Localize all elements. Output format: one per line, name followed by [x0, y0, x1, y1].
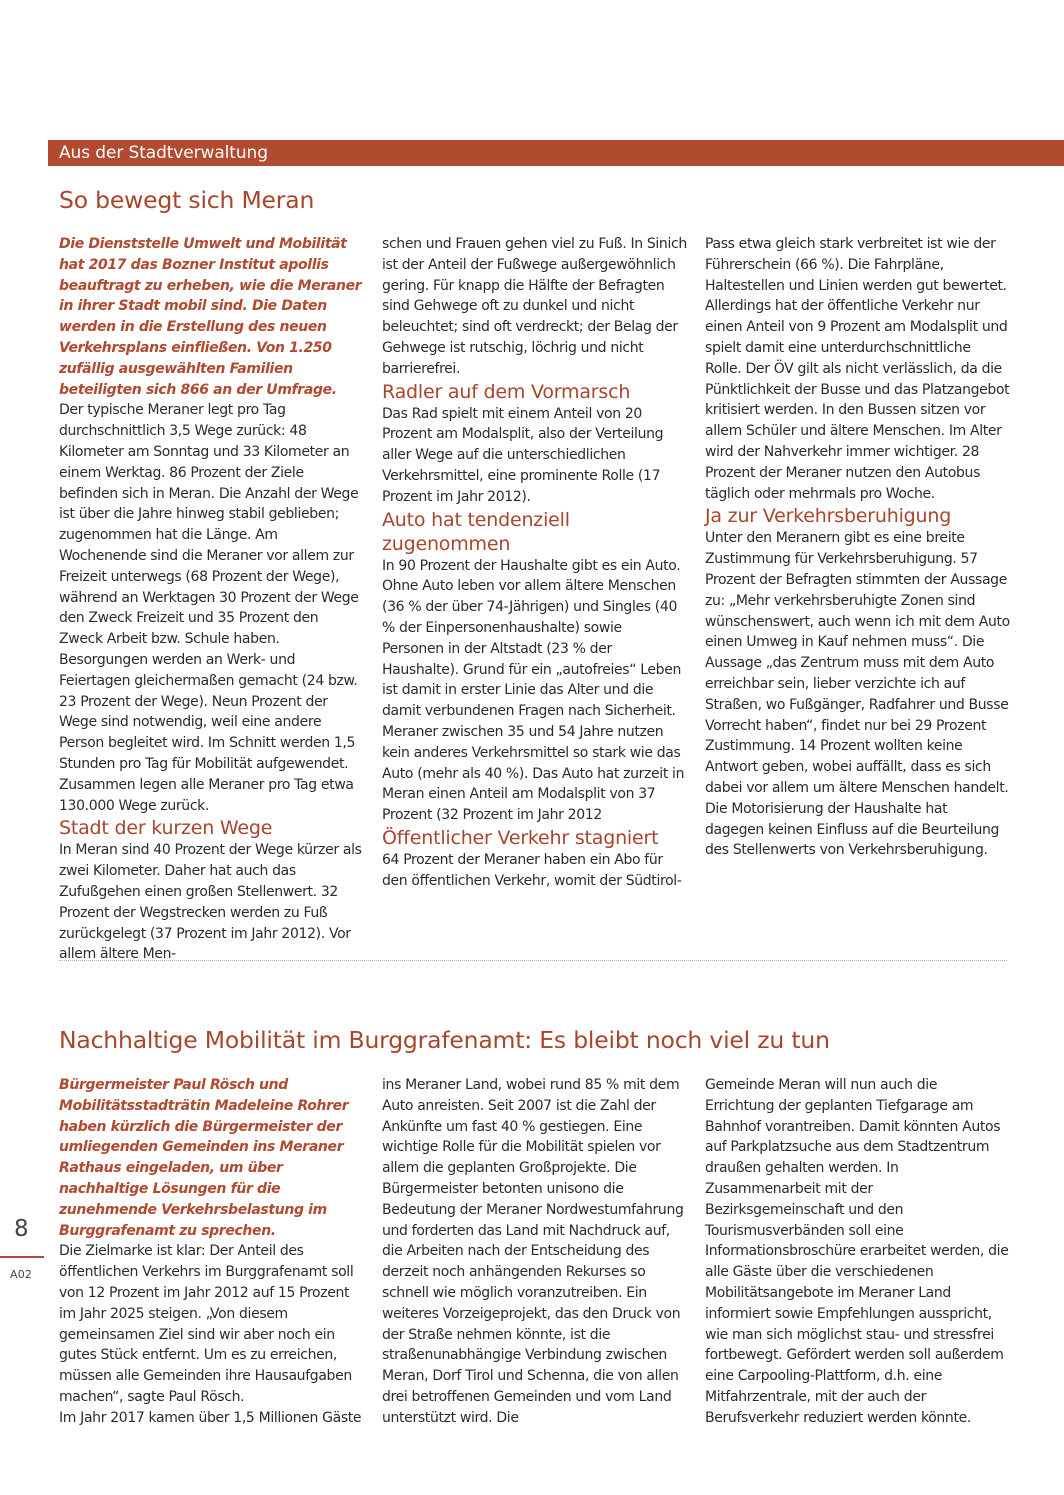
article-intro: Die Dienststelle Umwelt und Mobilität hat 2017 das Bozner Institut apollis beauftragt zu erheben, wie die Meraner in ihrer Stadt mobil sind. Die Daten werden in die Erstellung des neuen Verkehrsplans einfließen. Von 1.250 zufällig ausgewählten Familien beteiligten sich 866 an der Umfrage. — [59, 236, 362, 398]
subheading: Ja zur Verkehrsberuhigung — [705, 505, 952, 528]
subheading: Radler auf dem Vormarsch — [382, 380, 631, 403]
paragraph: 64 Prozent der Meraner haben ein Abo für den öffentlichen Verkehr, womit der Südtirol- — [382, 851, 682, 889]
article2-column-2 — [382, 1075, 687, 1429]
paragraph: Die Zielmarke ist klar: Der Anteil des öffentlichen Verkehrs im Burggrafenamt soll von 12 Prozent im Jahr 2012 auf 15 Prozent im Jahr 2025 steigen. „Von diesem gemeinsamen Ziel sind wir aber noch ein gutes Stück entfernt. Um es zu erreichen, müssen alle Gemeinden ihre Hausaufgaben machen“, sagte Paul Rösch. — [59, 1243, 354, 1405]
page-code: A02 — [10, 1268, 33, 1281]
section-header-bar — [48, 140, 1064, 166]
article1-column-1 — [59, 234, 364, 965]
article2-column-1 — [59, 1075, 364, 1429]
paragraph: In 90 Prozent der Haushalte gibt es ein Auto. Ohne Auto leben vor allem ältere Menschen (36 % der über 74-Jährigen) und Singles (40 % der Einpersonenhaushalte) sowie Personen in der Altstadt (23 % der Haushalte). Grund für ein „autofreies“ Leben ist damit in erster Linie das Alter und die damit verbundenen Fragen nach Sicherheit. Meraner zwischen 35 und 54 Jahre nutzen kein anderes Verkehrsmittel so stark wie das Auto (mehr als 40 %). Das Auto hat zurzeit in Meran einen Anteil am Modalsplit von 37 Prozent (32 Prozent im Jahr 2012 — [382, 557, 685, 824]
subheading: Stadt der kurzen Wege — [59, 817, 273, 840]
subheading: Öffentlicher Verkehr stagniert — [382, 826, 659, 849]
subheading: Auto hat tendenziell zugenommen — [382, 508, 570, 555]
dotted-divider — [59, 960, 1007, 961]
article1-column-2 — [382, 234, 687, 892]
page-number-rule — [0, 1256, 44, 1258]
article2-column-3 — [705, 1075, 1010, 1429]
article-title: So bewegt sich Meran — [59, 186, 315, 214]
article-intro: Bürgermeister Paul Rösch und Mobilitätsstadträtin Madeleine Rohrer haben kürzlich die Bürgermeister der umliegenden Gemeinden ins Meraner Rathaus eingeladen, um über nachhaltige Lösungen für die zunehmende Verkehrsbelastung im Burggrafenamt zu sprechen. — [59, 1077, 349, 1239]
paragraph: Pass etwa gleich stark verbreitet ist wie der Führerschein (66 %). Die Fahrpläne, Haltestellen und Linien werden gut bewertet. Allerdings hat der öffentliche Verkehr nur einen Anteil von 9 Prozent am Modalsplit und spielt damit eine unterdurchschnittliche Rolle. Der ÖV gilt als nicht verlässlich, da die Pünktlichkeit der Busse und das Platzangebot kritisiert werden. In den Bussen sitzen vor allem Schüler und ältere Menschen. Im Alter wird der Nahverkehr immer wichtiger. 28 Prozent der Meraner nutzen den Autobus täglich oder mehrmals pro Woche. — [705, 236, 1010, 502]
article1-column-3 — [705, 234, 1010, 861]
paragraph: Der typische Meraner legt pro Tag durchschnittlich 3,5 Wege zurück: 48 Kilometer am Sonntag und 33 Kilometer an einem Werktag. 86 Prozent der Ziele befinden sich in Meran. Die Anzahl der Wege ist über die Jahre hinweg stabil geblieben; zugenommen hat die Länge. Am Wochenende sind die Meraner vor allem zur Freizeit unterwegs (68 Prozent der Wege), während an Werktagen 30 Prozent der Wege den Zweck Freizeit und 35 Prozent den Zweck Arbeit bzw. Schule haben. Besorgungen werden an Werk- und Feiertagen gleichermaßen gemacht (24 bzw. 23 Prozent der Wege). Neun Prozent der Wege sind notwendig, weil eine andere Person begleitet wird. Im Schnitt werden 1,5 Stunden pro Tag für Mobilität aufgewendet. Zusammen legen alle Meraner pro Tag etwa 130.000 Wege zurück. — [59, 402, 359, 814]
paragraph: Unter den Meranern gibt es eine breite Zustimmung für Verkehrsberuhigung. 57 Prozent der Befragten stimmten der Aussage zu: „Mehr verkehrsberuhigte Zonen sind wünschenswert, auch wenn ich mit dem Auto einen Umweg in Kauf nehmen muss“. Die Aussage „das Zentrum muss mit dem Auto erreichbar sein, lieber verzichte ich auf Straßen, wo Fußgänger, Radfahrer und Busse Vorrecht haben“, findet nur bei 29 Prozent Zustimmung. 14 Prozent wollten keine Antwort geben, wobei auffällt, dass es sich dabei vor allem um ältere Menschen handelt. Die Motorisierung der Haushalte hat dagegen keinen Einfluss auf die Beurteilung des Stellenwerts von Verkehrsberuhigung. — [705, 530, 1010, 859]
page-number: 8 — [14, 1216, 29, 1242]
paragraph: Im Jahr 2017 kamen über 1,5 Millionen Gäste — [59, 1409, 362, 1426]
paragraph: ins Meraner Land, wobei rund 85 % mit dem Auto anreisten. Seit 2007 ist die Zahl der Ankünfte um fast 40 % gestiegen. Eine wichtige Rolle für die Mobilität spielen vor allem die geplanten Großprojekte. Die Bürgermeister betonten unisono die Bedeutung der Meraner Nordwestumfahrung und forderten das Land mit Nachdruck auf, die Arbeiten nach der Entscheidung des derzeit noch anhängenden Rekurses so schnell wie möglich voranzutreiben. Ein weiteres Vorzeigeprojekt, das den Druck von der Straße nehmen könnte, ist die straßenunabhängige Verbindung zwischen Meran, Dorf Tirol und Schenna, die von allen drei betroffenen Gemeinden und vom Land unterstützt wird. Die — [382, 1077, 684, 1426]
paragraph: Gemeinde Meran will nun auch die Errichtung der geplanten Tiefgarage am Bahnhof vorantreiben. Damit könnten Autos auf Parkplatzsuche aus dem Stadtzentrum draußen gehalten werden. In Zusammenarbeit mit der Bezirksgemeinschaft und den Tourismusverbänden soll eine Informationsbroschüre erarbeitet werden, die alle Gäste über die verschiedenen Mobilitätsangebote im Meraner Land informiert sowie Empfehlungen ausspricht, wie man sich möglichst stau- und stressfrei fortbewegt. Gefördert werden soll außerdem eine Carpooling-Plattform, d.h. eine Mitfahrzentrale, mit der auch der Berufsverkehr reduziert werden könnte. — [705, 1077, 1009, 1426]
section-label: Aus der Stadtverwaltung — [59, 143, 268, 163]
paragraph: Das Rad spielt mit einem Anteil von 20 Prozent am Modalsplit, also der Verteilung aller Wege auf die unterschiedlichen Verkehrsmittel, eine prominente Rolle (17 Prozent im Jahr 2012). — [382, 405, 664, 505]
paragraph: schen und Frauen gehen viel zu Fuß. In Sinich ist der Anteil der Fußwege außergewöhnlich gering. Für knapp die Hälfte der Befragten sind Gehwege oft zu dunkel und nicht beleuchtet; sind oft verdreckt; der Belag der Gehwege ist rutschig, löchrig und nicht barrierefrei. — [382, 236, 687, 377]
paragraph: In Meran sind 40 Prozent der Wege kürzer als zwei Kilometer. Daher hat auch das Zufußgehen einen großen Stellenwert. 32 Prozent der Wegstrecken werden zu Fuß zurückgelegt (37 Prozent im Jahr 2012). Vor allem ältere Men- — [59, 842, 362, 963]
article-title: Nachhaltige Mobilität im Burggrafenamt: Es bleibt noch viel zu tun — [59, 1026, 830, 1054]
